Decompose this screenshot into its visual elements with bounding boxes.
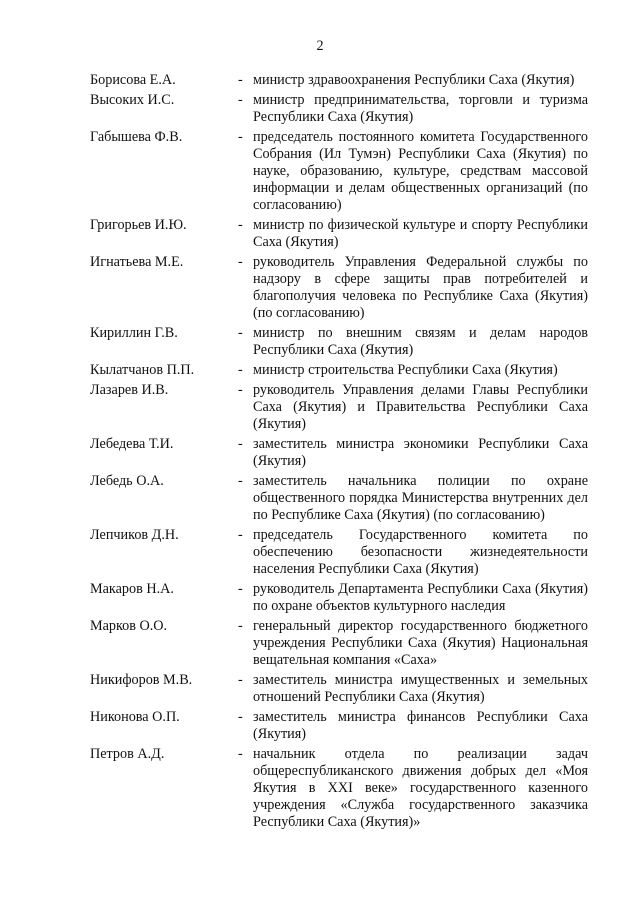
list-item xyxy=(90,217,588,251)
member-position: руководитель Департамента Республики Саха (Якутия) по охране объектов культурного наследия xyxy=(253,581,588,614)
dash-separator: - xyxy=(238,254,243,270)
dash-separator: - xyxy=(238,362,243,378)
dash-separator: - xyxy=(238,325,243,341)
member-position: генеральный директор государственного бюджетного учреждения Республики Саха (Якутия) Национальная вещательная компания «Саха» xyxy=(253,618,588,668)
dash-separator: - xyxy=(238,672,243,688)
member-name: Борисова Е.А. xyxy=(90,72,176,88)
dash-separator: - xyxy=(238,92,243,108)
member-name: Никифоров М.В. xyxy=(90,672,193,688)
list-item xyxy=(90,436,588,470)
member-name: Кылатчанов П.П. xyxy=(90,362,195,378)
list-item xyxy=(90,473,588,524)
dash-separator: - xyxy=(238,581,243,597)
member-name: Лазарев И.В. xyxy=(90,382,169,398)
member-name: Григорьев И.Ю. xyxy=(90,217,187,233)
list-item xyxy=(90,618,588,669)
dash-separator: - xyxy=(238,129,243,145)
member-position: председатель постоянного комитета Государственного Собрания (Ил Тумэн) Республики Саха (Якутия) по науке, образованию, культуре, средствам массовой информации и делам общественных организаций (по согласованию) xyxy=(253,129,588,213)
member-name: Лебедь О.А. xyxy=(90,473,164,489)
member-position: министр здравоохранения Республики Саха (Якутия) xyxy=(253,72,575,88)
member-list xyxy=(90,72,588,834)
dash-separator: - xyxy=(238,473,243,489)
dash-separator: - xyxy=(238,382,243,398)
member-position: министр предпринимательства, торговли и туризма Республики Саха (Якутия) xyxy=(253,92,588,125)
member-position: руководитель Управления делами Главы Республики Саха (Якутия) и Правительства Республики Саха (Якутия) xyxy=(253,382,588,432)
dash-separator: - xyxy=(238,217,243,233)
dash-separator: - xyxy=(238,436,243,452)
member-position: министр по физической культуре и спорту Республики Саха (Якутия) xyxy=(253,217,588,250)
member-position: заместитель министра финансов Республики Саха (Якутия) xyxy=(253,709,588,742)
list-item xyxy=(90,362,588,379)
list-item xyxy=(90,709,588,743)
member-position: начальник отдела по реализации задач общереспубликанского движения добрых дел «Моя Якутия в XXI веке» государственного казенного учреждения «Служба государственного заказчика Республики Саха (Якутия)» xyxy=(253,746,588,830)
member-name: Кириллин Г.В. xyxy=(90,325,178,341)
member-position: министр по внешним связям и делам народов Республики Саха (Якутия) xyxy=(253,325,588,358)
member-name: Габышева Ф.В. xyxy=(90,129,183,145)
page-number: 2 xyxy=(316,38,324,54)
list-item xyxy=(90,746,588,831)
member-position: руководитель Управления Федеральной службы по надзору в сфере защиты прав потребителей и благополучия человека по Республике Саха (Якутия) (по согласованию) xyxy=(253,254,588,321)
list-item xyxy=(90,129,588,214)
member-name: Лебедева Т.И. xyxy=(90,436,174,452)
dash-separator: - xyxy=(238,618,243,634)
list-item xyxy=(90,382,588,433)
dash-separator: - xyxy=(238,72,243,88)
member-name: Марков О.О. xyxy=(90,618,168,634)
dash-separator: - xyxy=(238,527,243,543)
list-item xyxy=(90,581,588,615)
dash-separator: - xyxy=(238,709,243,725)
list-item xyxy=(90,325,588,359)
member-name: Игнатьева М.Е. xyxy=(90,254,184,270)
member-position: заместитель министра экономики Республики Саха (Якутия) xyxy=(253,436,588,469)
list-item xyxy=(90,72,588,89)
member-name: Лепчиков Д.Н. xyxy=(90,527,179,543)
dash-separator: - xyxy=(238,746,243,762)
member-name: Никонова О.П. xyxy=(90,709,180,725)
member-name: Макаров Н.А. xyxy=(90,581,174,597)
list-item xyxy=(90,254,588,322)
list-item xyxy=(90,527,588,578)
member-position: заместитель министра имущественных и земельных отношений Республики Саха (Якутия) xyxy=(253,672,588,705)
member-position: министр строительства Республики Саха (Якутия) xyxy=(253,362,558,378)
member-position: председатель Государственного комитета по обеспечению безопасности жизнедеятельности населения Республики Саха (Якутия) xyxy=(253,527,588,577)
list-item xyxy=(90,92,588,126)
list-item xyxy=(90,672,588,706)
member-name: Петров А.Д. xyxy=(90,746,165,762)
member-position: заместитель начальника полиции по охране общественного порядка Министерства внутренних дел по Республике Саха (Якутия) (по согласованию) xyxy=(253,473,588,523)
member-name: Высоких И.С. xyxy=(90,92,175,108)
